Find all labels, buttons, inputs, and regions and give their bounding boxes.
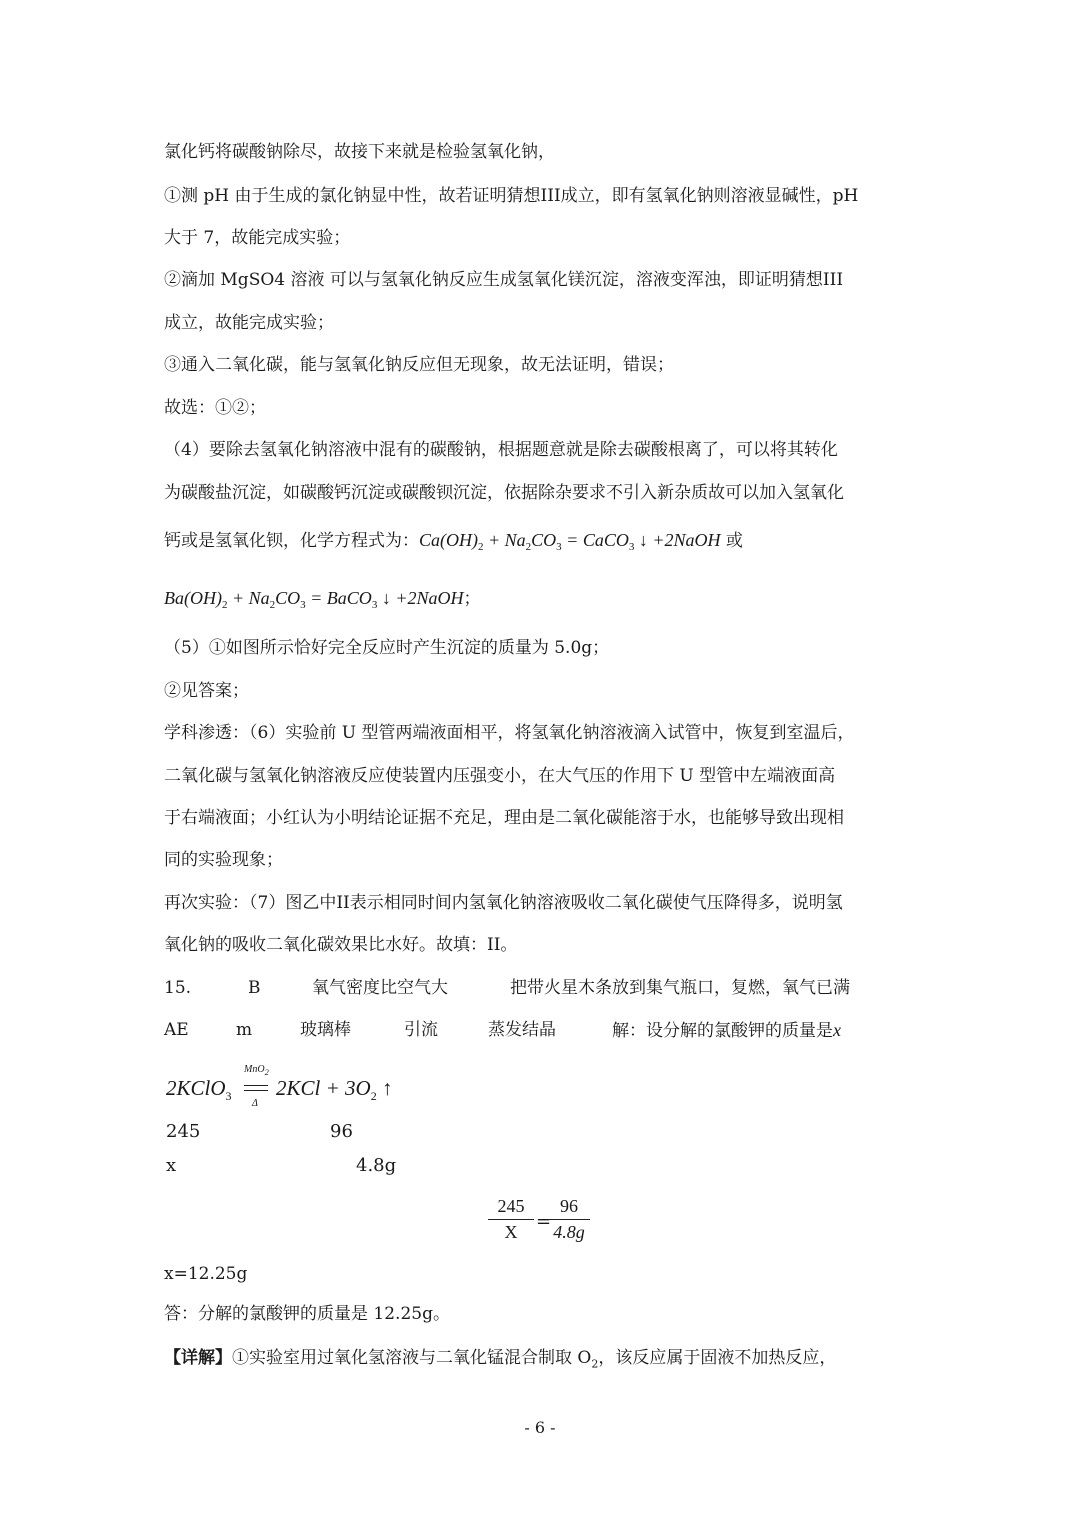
answer-cell: 氧气密度比空气大: [312, 978, 448, 998]
answer-cell: [612, 1018, 841, 1043]
calc-cell: x: [166, 1155, 177, 1176]
reaction-double-bar-top: [244, 1085, 268, 1086]
answer-cell: AE: [164, 1020, 189, 1040]
text-line: ②见答案；: [164, 681, 249, 701]
subscript: 2: [591, 1357, 599, 1371]
page-number: - 6 -: [524, 1418, 556, 1437]
eq-subscript: 3: [300, 599, 306, 611]
eq-subscript: 2: [269, 599, 276, 611]
eq-part: = CaCO: [561, 530, 629, 550]
eq-part: 2KCl + 3O: [276, 1076, 371, 1100]
calc-cell: 96: [330, 1121, 353, 1142]
eq-part: Ca(OH): [419, 530, 478, 550]
eq-part: = BaCO: [305, 588, 372, 608]
answer-cell: 玻璃棒: [300, 1020, 351, 1040]
eq-subscript: 2: [370, 1089, 377, 1103]
fraction-left: [488, 1196, 534, 1243]
eq-subscript: 2: [478, 541, 484, 553]
text-line: 于右端液面；小红认为小明结论证据不充足，理由是二氧化碳能溶于水，也能够导致出现相: [164, 808, 844, 828]
answer-cell: B: [248, 978, 261, 998]
text-line: 故选：①②；: [164, 398, 266, 418]
equation-line: [164, 586, 924, 617]
eq-subscript: 2: [264, 1068, 269, 1077]
detail-label: 【详解】: [164, 1348, 232, 1368]
answer-line: 答：分解的氯酸钾的质量是 12.25g。: [164, 1304, 450, 1324]
text-line: 同的实验现象；: [164, 850, 283, 870]
fraction-denominator: 4.8g: [553, 1222, 585, 1242]
chemical-equation: [419, 530, 721, 553]
eq-part: ↓ +2NaOH: [377, 588, 464, 608]
eq-part: ↓ +2NaOH: [634, 530, 721, 550]
text-line: （4）要除去氢氧化钠溶液中混有的碳酸钠，根据题意就是除去碳酸根离了，可以将其转化: [164, 440, 838, 460]
fraction-denominator: X: [504, 1222, 518, 1242]
eq-part: 2KClO: [166, 1076, 226, 1100]
text-line: 大于 7，故能完成实验；: [164, 228, 351, 248]
reaction-double-bar-bottom: [244, 1090, 268, 1091]
text-line: 再次实验：（7）图乙中II表示相同时间内氢氧化钠溶液吸收二氧化碳使气压降得多，说明氢: [164, 893, 843, 913]
eq-subscript: 3: [556, 541, 562, 553]
text-line: 为碳酸盐沉淀，如碳酸钙沉淀或碳酸钡沉淀，依据除杂要求不引入新杂质故可以加入氢氧化: [164, 483, 844, 503]
eq-subscript: 3: [225, 1089, 232, 1103]
result-line: x=12.25g: [164, 1264, 248, 1284]
eq-part: CO: [275, 588, 301, 608]
text-fragment: 或: [720, 531, 743, 551]
question-number: 15.: [164, 978, 192, 998]
text-line: ②滴加 MgSO4 溶液 可以与氢氧化钠反应生成氢氧化镁沉淀，溶液变浑浊，即证明猜想III: [164, 270, 844, 290]
text-line: 学科渗透：（6）实验前 U 型管两端液面相平，将氢氧化钠溶液滴入试管中，恢复到室温后，: [164, 723, 855, 743]
text-fragment: 解：设分解的氯酸钾的质量是: [612, 1021, 833, 1041]
fraction-numerator: 245: [488, 1196, 534, 1220]
answer-cell: m: [236, 1020, 253, 1040]
text-line: 成立，故能完成实验；: [164, 313, 334, 333]
text-line: （5）①如图所示恰好完全反应时产生沉淀的质量为 5.0g；: [164, 638, 610, 658]
reaction-equation: [166, 1076, 232, 1104]
reaction-products: [276, 1076, 392, 1104]
fraction-numerator: 96: [548, 1196, 590, 1220]
detail-line: [164, 1346, 924, 1376]
text-line: ③通入二氧化碳，能与氢氧化钠反应但无现象，故无法证明，错误；: [164, 355, 674, 375]
eq-subscript: 3: [628, 541, 635, 553]
eq-part: Ba(OH): [164, 588, 222, 608]
text-fragment: ；: [463, 589, 481, 609]
text-fragment: ①实验室用过氧化氢溶液与二氧化锰混合制取 O: [232, 1348, 592, 1368]
text-fragment: ，该反应属于固液不加热反应，: [598, 1348, 837, 1368]
gas-arrow: ↑: [381, 1076, 393, 1100]
text-line: 氧化钠的吸收二氧化碳效果比水好。故填：II。: [164, 935, 518, 955]
eq-subscript: 3: [371, 599, 378, 611]
calc-cell: 4.8g: [356, 1155, 397, 1176]
text-line: ①测 pH 由于生成的氯化钠显中性，故若证明猜想III成立，即有氢氧化钠则溶液显碱性，pH: [164, 186, 859, 206]
answer-cell: 把带火星木条放到集气瓶口，复燃，氧气已满: [510, 978, 850, 998]
text-line: 氯化钙将碳酸钠除尽，故接下来就是检验氢氧化钠，: [164, 142, 555, 162]
eq-part: + Na: [483, 530, 526, 550]
answer-cell: 蒸发结晶: [488, 1020, 556, 1040]
text-line: 二氧化碳与氢氧化钠溶液反应使装置内压强变小，在大气压的作用下 U 型管中左端液面高: [164, 766, 836, 786]
chemical-equation: [164, 588, 464, 611]
calc-cell: 245: [166, 1121, 201, 1142]
equals-sign: =: [536, 1211, 552, 1232]
equation-line: [164, 528, 924, 559]
reaction-catalyst: [244, 1064, 269, 1077]
eq-part: + Na: [227, 588, 270, 608]
reaction-condition: Δ: [252, 1098, 258, 1109]
eq-part: CO: [531, 530, 557, 550]
eq-subscript: 2: [525, 541, 532, 553]
eq-part: MnO: [244, 1064, 265, 1075]
text-fragment: 钙或是氢氧化钡，化学方程式为：: [164, 531, 419, 551]
variable: x: [833, 1020, 841, 1040]
answer-cell: 引流: [404, 1020, 438, 1040]
fraction-right: [548, 1196, 590, 1243]
eq-subscript: 2: [221, 599, 228, 611]
